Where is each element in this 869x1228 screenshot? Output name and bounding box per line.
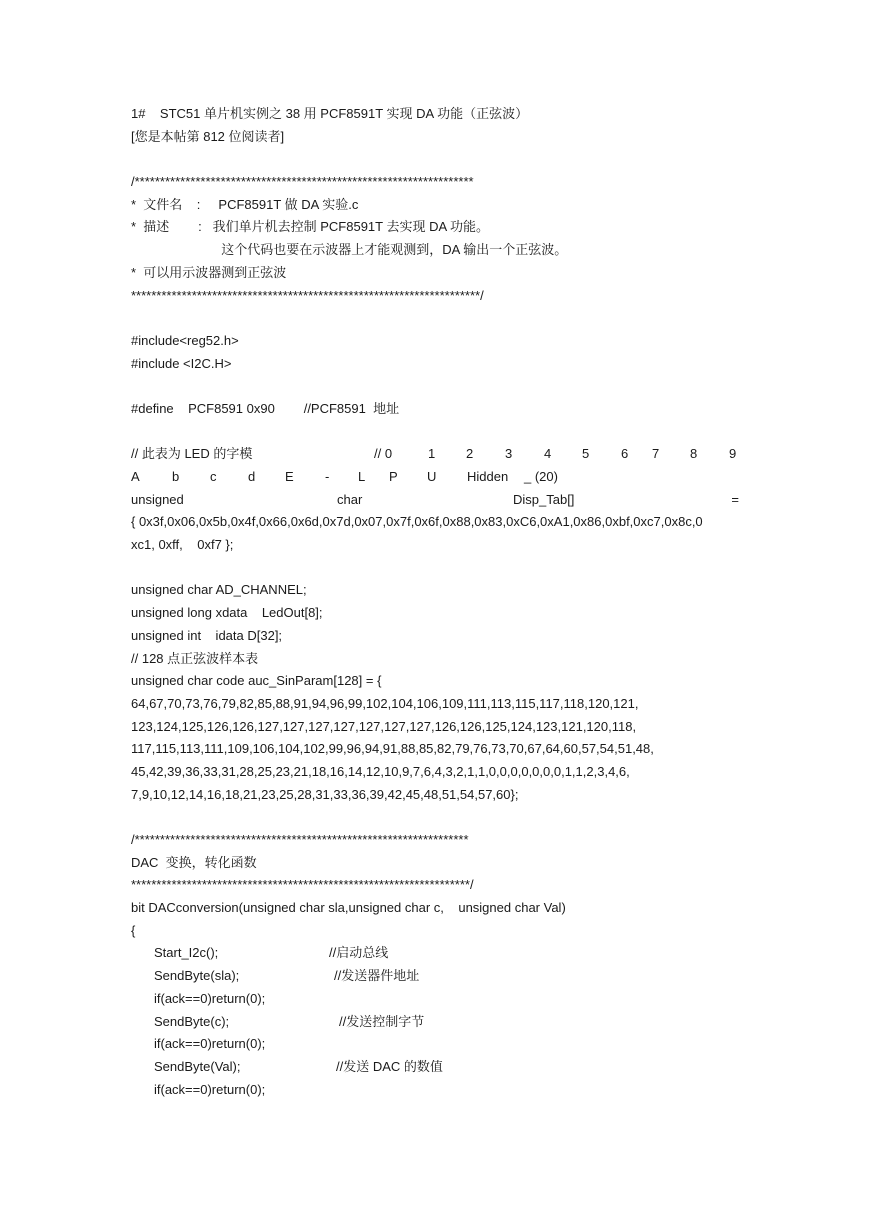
decl-name: Disp_Tab[] [513,491,575,507]
led-digit: 8 [690,446,698,462]
code-line [131,1079,739,1102]
code-line [131,1056,739,1079]
disp-tab-declaration-row [131,489,739,512]
define-line: #define PCF8591 0x90 //PCF8591 地址 [131,400,400,416]
decl-type: char [337,491,363,507]
led-digit: // 0 [374,446,393,462]
comment-stars-close: *******************************************************************/ [131,877,474,893]
sine-table-data: 117,115,113,111,109,106,104,102,99,96,94,91,88,85,82,79,76,73,70,67,64,60,57,54,51,48, [131,741,654,757]
sine-table-comment: // 128 点正弦波样本表 [131,650,259,666]
led-digit: 9 [729,446,737,462]
led-digit: 3 [505,446,513,462]
code-statement: if(ack==0)return(0); [154,1081,266,1097]
led-letter: - [325,469,330,484]
led-letter: Hidden [467,469,509,484]
function-signature: bit DACconversion(unsigned char sla,unsigned char c, unsigned char Val) [131,900,566,916]
led-letter: b [172,469,180,484]
led-letter: c [210,469,217,484]
include-line: #include<reg52.h> [131,332,239,348]
var-decl: unsigned long xdata LedOut[8]; [131,605,323,621]
disp-tab-values-cont: xc1, 0xff, 0xf7 }; [131,537,234,553]
led-table-letters-row [131,466,739,489]
sine-table-data: 45,42,39,36,33,31,28,25,23,21,18,16,14,12,10,9,7,6,4,3,2,1,1,0,0,0,0,0,0,0,1,1,2,3,4,6, [131,763,630,779]
led-digit: 6 [621,446,629,462]
code-statement: if(ack==0)return(0); [154,1036,266,1052]
document-title: 1# STC51 单片机实例之 38 用 PCF8591T 实现 DA 功能（正弦波） [131,106,529,121]
comment-stars-open: /******************************************************************* [131,174,474,190]
var-decl: unsigned char AD_CHANNEL; [131,582,307,598]
led-table-comment: // 此表为 LED 的字模 [131,446,253,462]
led-letter: E [285,469,294,484]
led-table-header-row [131,443,739,466]
file-name-line: * 文件名 : PCF8591T 做 DA 实验.c [131,196,359,212]
code-comment: //发送控制字节 [339,1013,425,1029]
code-line [131,1033,739,1056]
code-comment: //启动总线 [329,945,389,961]
comment-stars-open: /****************************************************************** [131,832,469,847]
spacer [131,375,739,398]
code-statement: Start_I2c(); [154,945,219,961]
led-digit: 4 [544,446,552,462]
sine-table-data: 64,67,70,73,76,79,82,85,88,91,94,96,99,102,104,106,109,111,113,115,117,118,120,121, [131,695,639,711]
led-letter: L [358,469,366,484]
sine-table-data: 7,9,10,12,14,16,18,21,23,25,28,31,33,36,39,42,45,48,51,54,57,60}; [131,786,519,802]
document-page [131,103,739,1101]
decl-type: unsigned [131,491,184,507]
include-line: #include <I2C.H> [131,355,232,371]
open-brace: { [131,922,136,938]
led-letter: A [131,469,140,484]
code-comment: //发送器件地址 [334,968,420,984]
code-line [131,988,739,1011]
led-letter: d [248,469,256,484]
led-letter: _ (20) [524,469,558,484]
comment-stars-close: *********************************************************************/ [131,287,484,303]
sine-table-data: 123,124,125,126,126,127,127,127,127,127,127,127,126,126,125,124,123,121,120,118, [131,718,637,734]
led-digit: 7 [652,446,660,462]
spacer [131,557,739,580]
spacer [131,421,739,444]
code-line [131,942,739,965]
spacer [131,148,739,171]
spacer [131,806,739,829]
var-decl: unsigned int idata D[32]; [131,627,283,643]
code-statement: SendByte(sla); [154,968,240,984]
disp-tab-values: { 0x3f,0x06,0x5b,0x4f,0x66,0x6d,0x7d,0x07,0x7f,0x6f,0x88,0x83,0xC6,0xA1,0x86,0xbf,0xc7,0x8c,0 [131,514,703,530]
code-statement: SendByte(c); [154,1013,230,1029]
led-letter: U [427,469,437,484]
scope-note-line: * 可以用示波器测到正弦波 [131,264,287,280]
decl-equals: = [731,491,739,507]
led-digit: 2 [466,446,474,462]
description-line-2: 这个代码也要在示波器上才能观测到，DA 输出一个正弦波。 [131,242,568,258]
function-body [131,942,739,1101]
led-digit: 1 [428,446,436,462]
code-statement: SendByte(Val); [154,1058,241,1074]
code-line [131,1011,739,1034]
led-digit: 5 [582,446,590,462]
code-statement: if(ack==0)return(0); [154,990,266,1006]
code-comment: //发送 DAC 的数值 [336,1058,443,1074]
sine-table-decl: unsigned char code auc_SinParam[128] = { [131,673,382,689]
dac-section-title: DAC 变换，转化函数 [131,854,257,870]
reader-count: [您是本帖第 812 位阅读者] [131,128,285,144]
code-line [131,965,739,988]
description-line: * 描述 : 我们单片机去控制 PCF8591T 去实现 DA 功能。 [131,219,490,235]
spacer [131,307,739,330]
led-letter: P [389,469,398,484]
